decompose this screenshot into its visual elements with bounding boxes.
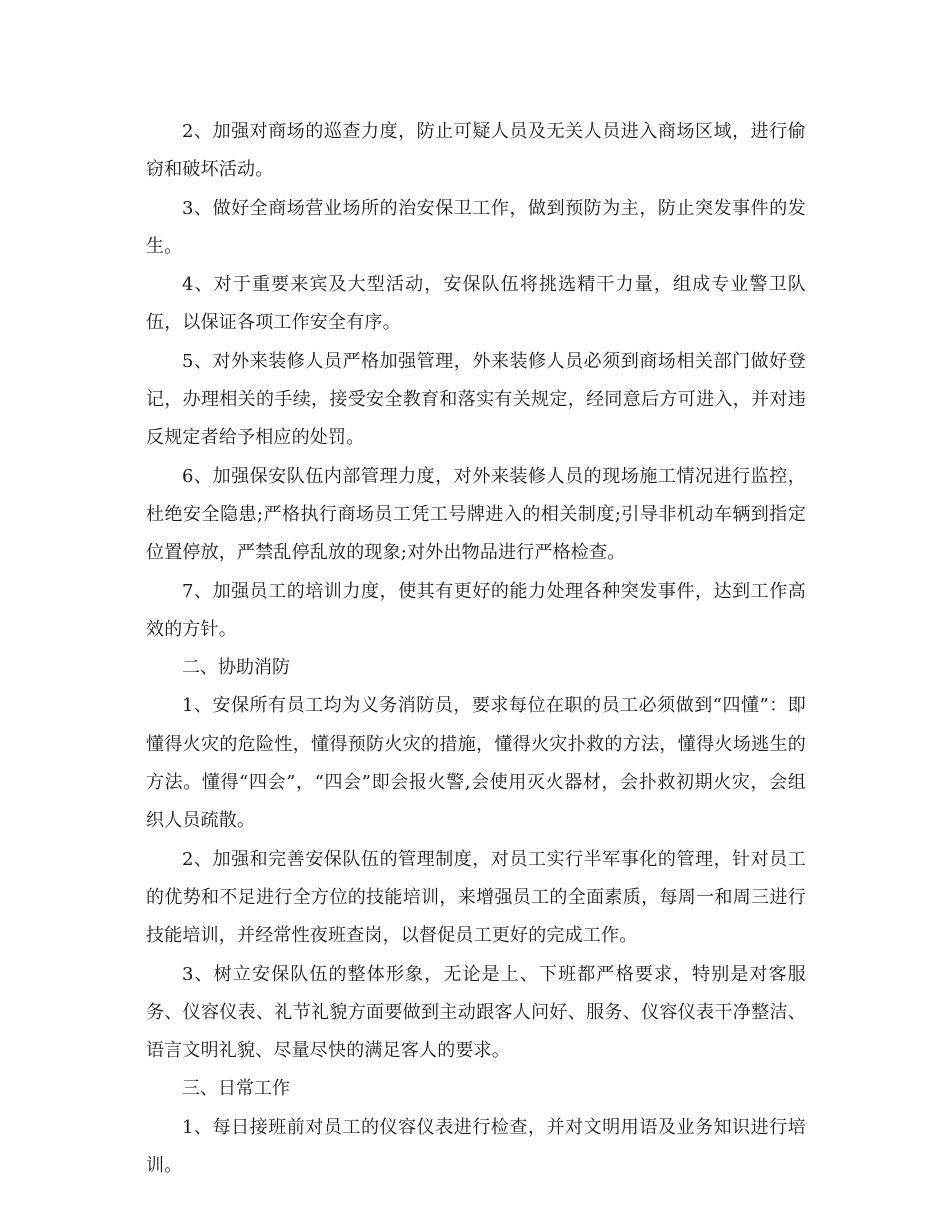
section-heading-daily: 三、日常工作 [182, 1078, 290, 1100]
paragraph-vip-guard: 4、对于重要来宾及大型活动，安保队伍将挑选精干力量，组成专业警卫队伍，以保证各项工作安全有序。 [146, 274, 806, 334]
paragraph-patrol: 2、加强对商场的巡查力度，防止可疑人员及无关人员进入商场区域，进行偷窃和破坏活动。 [146, 121, 806, 181]
section-heading-fire: 二、协助消防 [182, 657, 290, 679]
paragraph-training: 7、加强员工的培训力度，使其有更好的能力处理各种突发事件，达到工作高效的方针。 [146, 580, 806, 640]
paragraph-daily-check: 1、每日接班前对员工的仪容仪表进行检查，并对文明用语及业务知识进行培训。 [146, 1116, 806, 1177]
paragraph-team-image: 3、树立安保队伍的整体形象，无论是上、下班都严格要求，特别是对客服务、仪容仪表、礼节礼貌方面要做到主动跟客人问好、服务、仪容仪表干净整洁、语言文明礼貌、尽量尽快的满足客人的要求。 [146, 963, 806, 1062]
paragraph-security-work: 3、做好全商场营业场所的治安保卫工作，做到预防为主，防止突发事件的发生。 [146, 197, 806, 257]
paragraph-management-system: 2、加强和完善安保队伍的管理制度，对员工实行半军事化的管理，针对员工的优势和不足进行全方位的技能培训，来增强员工的全面素质，每周一和周三进行技能培训，并经常性夜班查岗，以督促员工更好的完成工作。 [146, 848, 806, 947]
document-body [146, 113, 806, 1185]
paragraph-renovation-staff: 5、对外来装修人员严格加强管理，外来装修人员必须到商场相关部门做好登记，办理相关的手续，接受安全教育和落实有关规定，经同意后方可进入，并对违反规定者给予相应的处罚。 [146, 350, 806, 449]
paragraph-fire-volunteers: 1、安保所有员工均为义务消防员，要求每位在职的员工必须做到“四懂”：即懂得火灾的危险性，懂得预防火灾的措施，懂得火灾扑救的方法，懂得火场逃生的方法。懂得“四会”，“四会”即会报火警,会使用灭火器材，会扑救初期火灾，会组织人员疏散。 [146, 695, 806, 832]
paragraph-internal-management: 6、加强保安队伍内部管理力度，对外来装修人员的现场施工情况进行监控，杜绝安全隐患;严格执行商场员工凭工号牌进入的相关制度;引导非机动车辆到指定位置停放，严禁乱停乱放的现象;对外出物品进行严格检查。 [146, 465, 806, 564]
